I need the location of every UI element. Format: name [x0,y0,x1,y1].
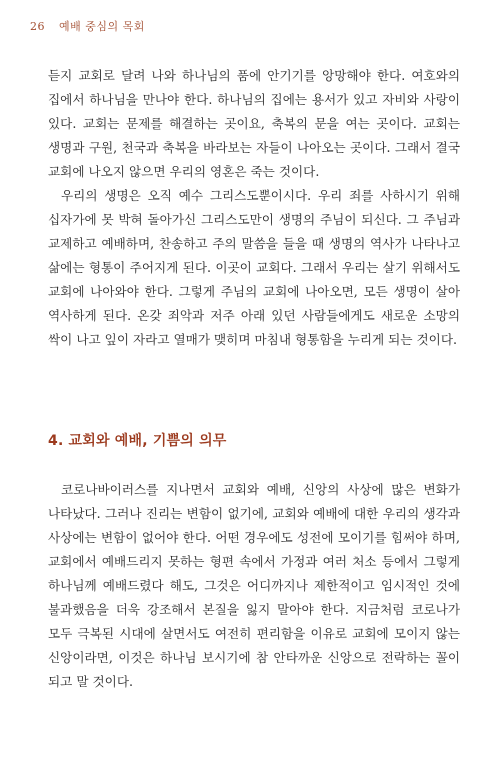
running-header [30,18,145,34]
body-text-section-1 [48,64,460,352]
paragraph: 우리의 생명은 오직 예수 그리스도뿐이시다. 우리 죄를 사하시기 위해 십자가에 못 박혀 돌아가신 그리스도만이 생명의 주님이 되신다. 그 주님과 교제하고 예배하며, 찬송하고 주의 말씀을 들을 때 생명의 역사가 나타나고 삶에는 형통이 주어지게 된다. 이곳이 교회다. 그래서 우리는 살기 위해서도 교회에 나아와야 한다. 그렇게 주님의 교회에 나아오면, 모든 생명이 살아 역사하게 된다. 온갖 죄악과 저주 아래 있던 사람들에게도 새로운 소망의 싹이 나고 잎이 자라고 열매가 맺히며 마침내 형통함을 누리게 되는 것이다. [48,188,460,347]
page-number: 26 [30,20,45,33]
paragraph: 듣지 교회로 달려 나와 하나님의 품에 안기기를 앙망해야 한다. 여호와의 집에서 하나님을 만나야 한다. 하나님의 집에는 용서가 있고 자비와 사랑이 있다. 교회는 문제를 해결하는 곳이요, 축복의 문을 여는 곳이다. 교회는 생명과 구원, 천국과 축복을 바라보는 자들이 나아오는 곳이다. 그래서 결국 교회에 나오지 않으면 우리의 영혼은 죽는 것이다. [48,68,460,179]
book-title: 예배 중심의 목회 [59,20,145,33]
paragraph: 코로나바이러스를 지나면서 교회와 예배, 신앙의 사상에 많은 변화가 나타났다. 그러나 진리는 변함이 없기에, 교회와 예배에 대한 우리의 생각과 사상에는 변함이 없어야 한다. 어떤 경우에도 성전에 모이기를 힘써야 하며, 교회에서 예배드리지 못하는 형편 속에서 가정과 여러 처소 등에서 그렇게 하나님께 예배드렸다 해도, 그것은 어디까지나 제한적이고 임시적인 것에 불과했음을 더욱 강조해서 본질을 잃지 말아야 한다. 지금처럼 코로나가 모두 극복된 시대에 살면서도 여전히 편리함을 이유로 교회에 모이지 않는 신앙이라면, 이것은 하나님 보시기에 참 안타까운 신앙으로 전락하는 꼴이 되고 말 것이다. [48,482,460,689]
section-heading: 4. 교회와 예배, 기쁨의 의무 [48,433,227,449]
body-text-section-2 [48,478,460,694]
